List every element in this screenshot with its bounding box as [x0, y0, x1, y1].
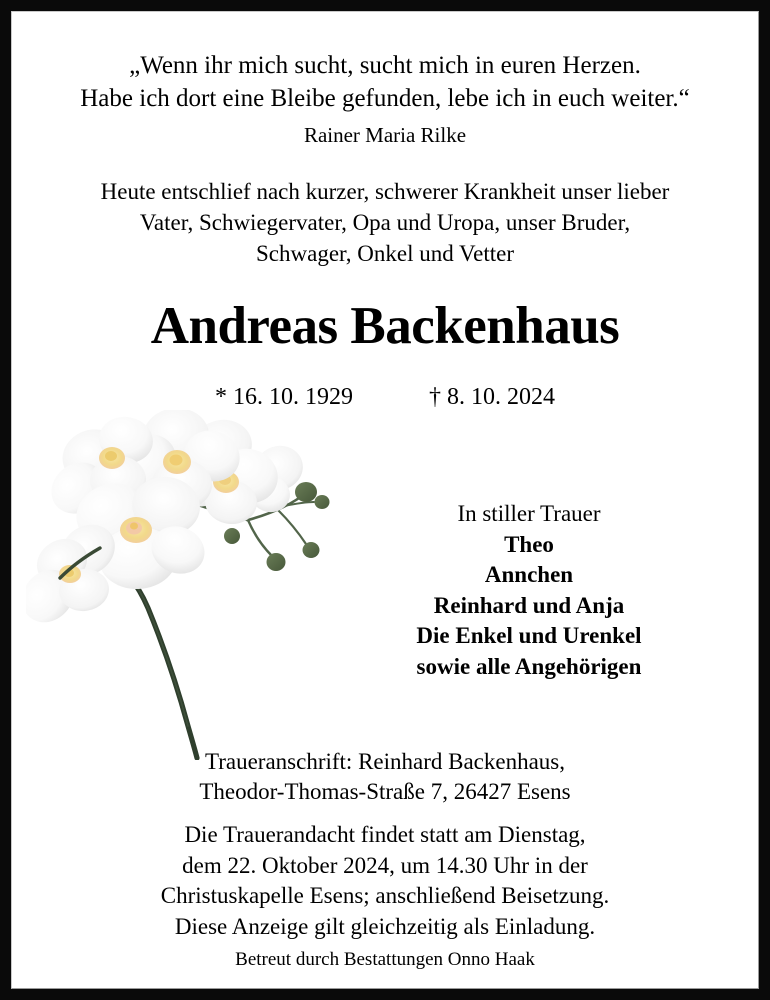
- mourner-name: Annchen: [484, 562, 574, 588]
- orchid-bud: [295, 482, 317, 502]
- quote-line-1: „Wenn ihr mich sucht, sucht mich in euren Herzen.: [129, 52, 641, 79]
- service-line-3: Christuskapelle Esens; anschließend Beisetzung.: [160, 883, 610, 909]
- death-date: 8. 10. 2024: [447, 384, 555, 410]
- orchid-buds-branch: [133, 482, 330, 571]
- orchid-bud: [267, 553, 286, 571]
- orchid-leaf-stem: [60, 548, 100, 578]
- funeral-home-credit: Betreut durch Bestattungen Onno Haak: [235, 949, 535, 970]
- orchid-bud: [315, 495, 330, 509]
- orchid-bud: [303, 542, 320, 558]
- orchid-blossom: [51, 473, 211, 592]
- memorial-quote: [12, 50, 758, 115]
- intro-line-1: Heute entschlief nach kurzer, schwerer Krankheit unser lieber: [100, 179, 670, 204]
- mourner-name: Theo: [504, 531, 554, 557]
- intro-line-3: Schwager, Onkel und Vetter: [256, 240, 514, 266]
- orchid-blossom: [41, 413, 156, 524]
- mourner-name: sowie alle Angehörigen: [416, 653, 642, 679]
- intro-paragraph: [12, 177, 758, 269]
- orchid-blossom: [106, 410, 247, 511]
- service-line-1: Die Trauerandacht findet statt am Dienstag,: [184, 822, 586, 847]
- life-dates: [12, 382, 758, 412]
- orchid-blossom: [165, 414, 284, 526]
- quote-line-2: Habe ich dort eine Bleibe gefunden, lebe ich in euch weiter.“: [80, 84, 690, 112]
- mourners-block: [339, 499, 719, 682]
- orchid-bud: [133, 521, 163, 547]
- address-line-1: Traueranschrift: Reinhard Backenhaus,: [204, 749, 565, 774]
- mourner-name: Die Enkel und Urenkel: [416, 623, 642, 649]
- address-line-2: Theodor-Thomas-Straße 7, 26427 Esens: [199, 779, 571, 805]
- birth-date: 16. 10. 1929: [233, 384, 353, 410]
- death-symbol: †: [429, 384, 441, 410]
- deceased-name: Andreas Backenhaus: [150, 297, 620, 355]
- service-details: [12, 820, 758, 942]
- white-orchid-illustration: [26, 410, 356, 760]
- service-line-4: Diese Anzeige gilt gleichzeitig als Einladung.: [174, 913, 596, 939]
- birth-symbol: *: [215, 384, 227, 410]
- orchid-stem: [100, 548, 197, 758]
- notice-inner-area: [11, 11, 759, 989]
- mourners-lead: In stiller Trauer: [457, 501, 601, 526]
- service-line-2: dem 22. Oktober 2024, um 14.30 Uhr in der: [182, 852, 588, 878]
- orchid-blossom: [247, 440, 309, 516]
- condolence-address: [12, 747, 758, 808]
- orchid-bud: [224, 528, 240, 544]
- orchid-blossom: [26, 530, 112, 633]
- intro-line-2: Vater, Schwiegervater, Opa und Uropa, unser Bruder,: [139, 209, 631, 235]
- mourner-name: Reinhard und Anja: [433, 592, 625, 618]
- quote-attribution: Rainer Maria Rilke: [303, 123, 467, 147]
